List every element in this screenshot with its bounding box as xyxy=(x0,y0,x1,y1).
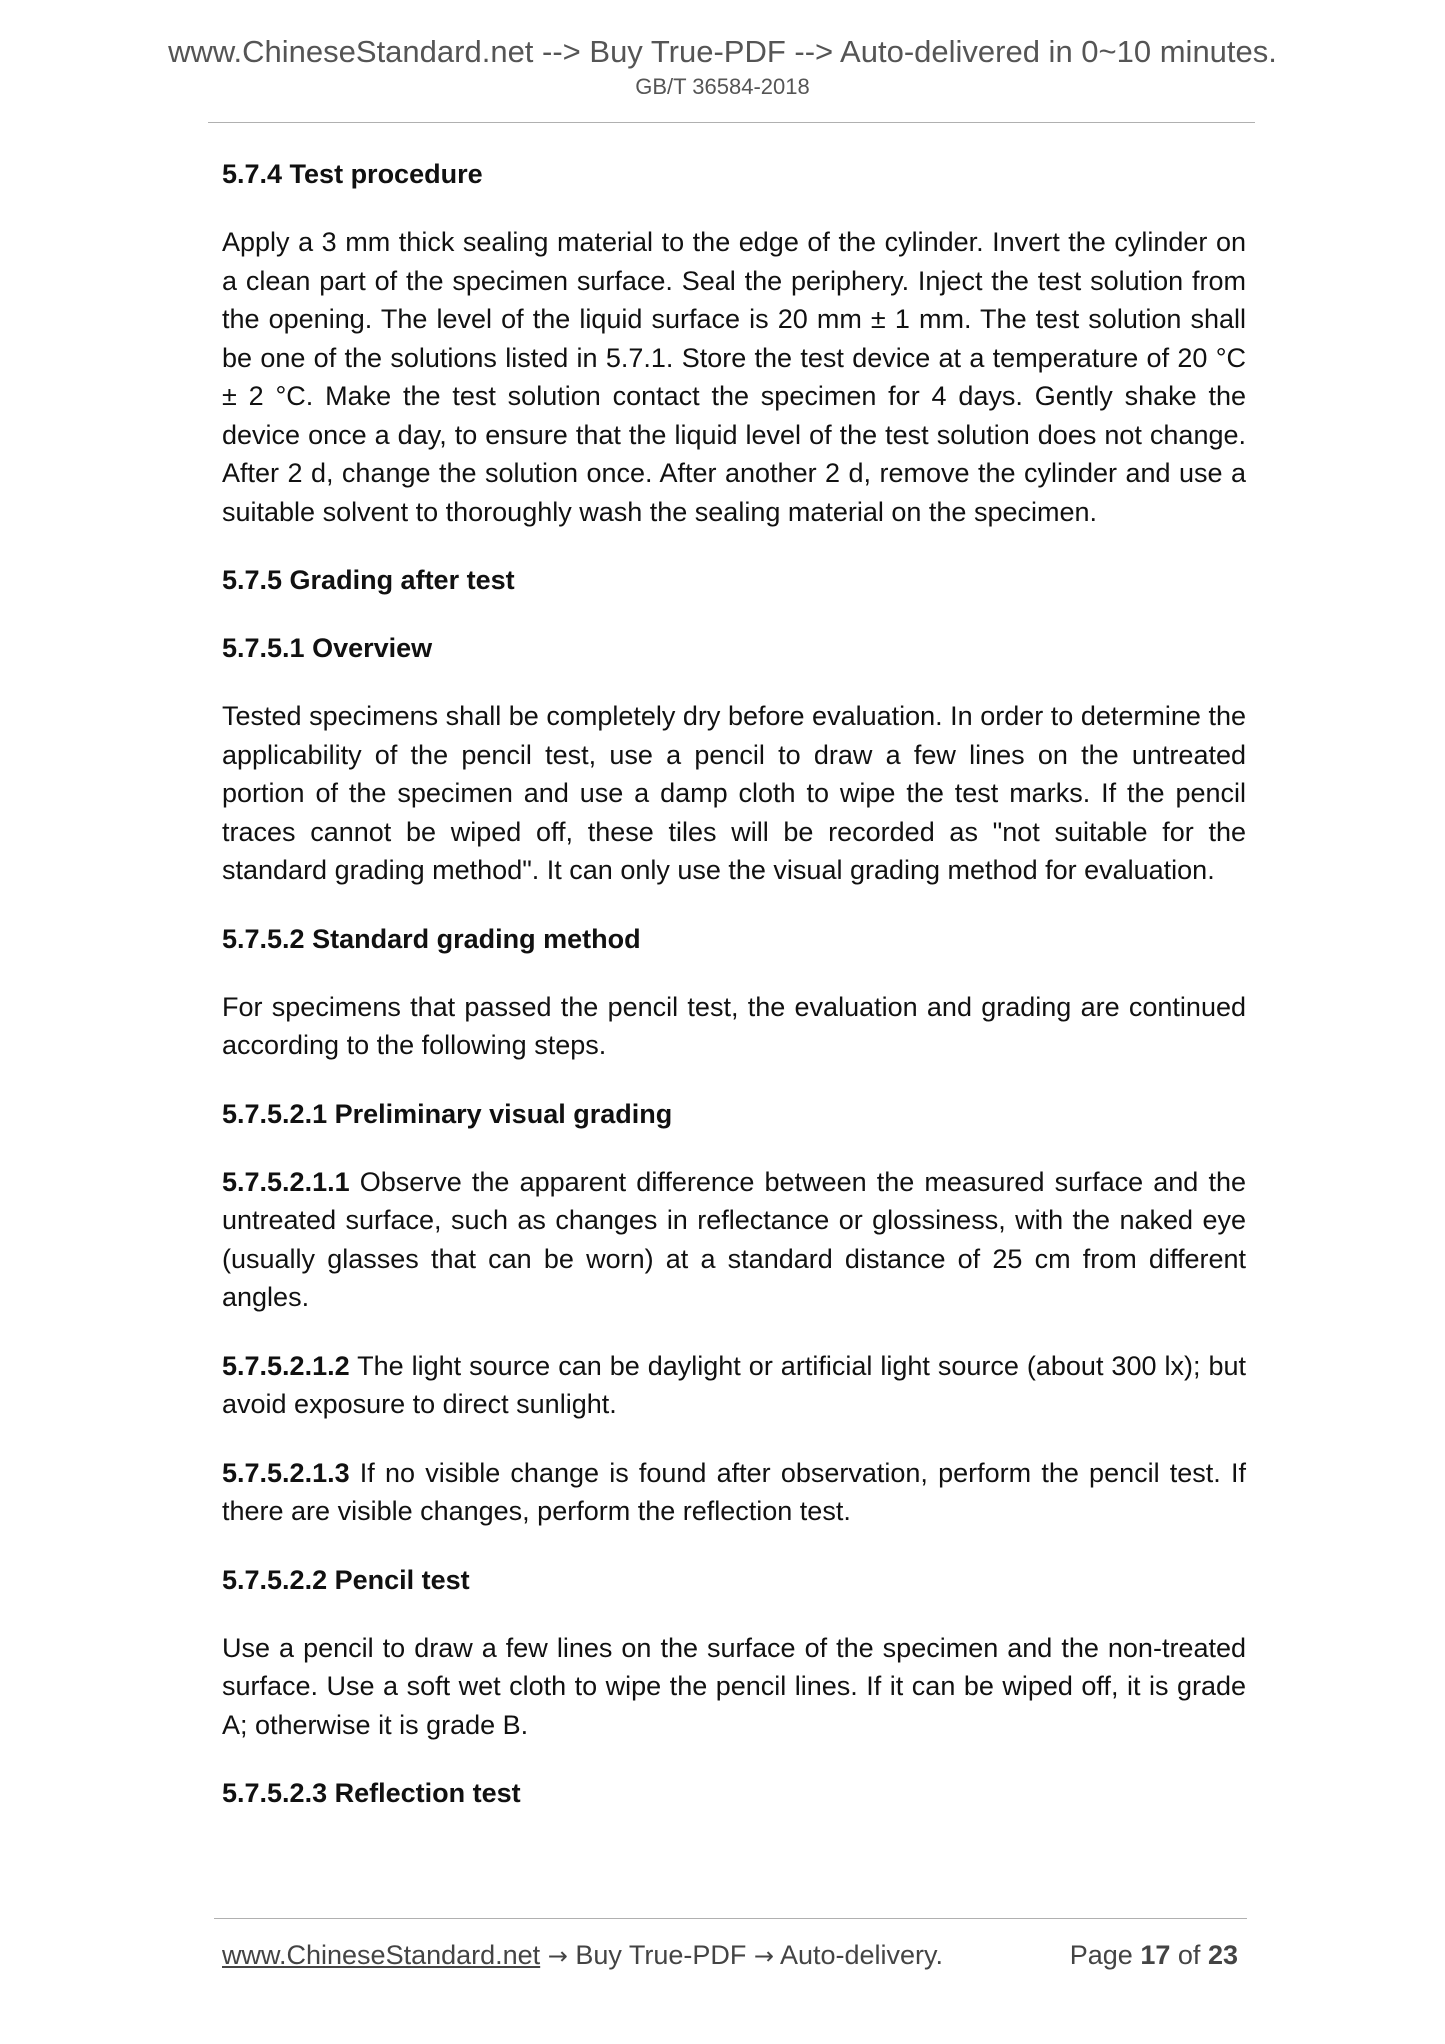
footer-divider xyxy=(214,1918,1247,1919)
page-label: Page xyxy=(1069,1940,1133,1970)
heading-5-7-5-2-1: 5.7.5.2.1 Preliminary visual grading xyxy=(222,1098,673,1129)
arrow-right-icon: → xyxy=(547,1942,568,1970)
clause-number: 5.7.5.2.1.3 xyxy=(222,1457,350,1488)
of-label: of xyxy=(1177,1940,1201,1970)
clause-5-7-5-2-1-1 xyxy=(222,1163,1246,1317)
heading-5-7-5-2: 5.7.5.2 Standard grading method xyxy=(222,923,641,954)
arrow-right-icon: → xyxy=(753,1942,774,1970)
paragraph-standard-grading: For specimens that passed the pencil test, the evaluation and grading are continued according to the following steps. xyxy=(222,991,1246,1060)
footer-buy-text: Buy True-PDF xyxy=(567,1940,754,1970)
clause-5-7-5-2-1-2 xyxy=(222,1347,1246,1424)
document-code: GB/T 36584-2018 xyxy=(635,74,810,99)
current-page: 17 xyxy=(1140,1940,1171,1970)
clause-5-7-5-2-1-3 xyxy=(222,1454,1246,1531)
paragraph-pencil-test: Use a pencil to draw a few lines on the surface of the specimen and the non-treated surface. Use a soft wet cloth to wipe the pencil lines. If it can be wiped off, it is grade A; otherwise it is grade B. xyxy=(222,1632,1246,1740)
heading-5-7-4: 5.7.4 Test procedure xyxy=(222,159,483,189)
clause-text: The light source can be daylight or artificial light source (about 300 lx); but avoid exposure to direct sunlight. xyxy=(222,1350,1246,1419)
header-divider xyxy=(208,122,1255,123)
clause-number: 5.7.5.2.1.2 xyxy=(222,1350,350,1381)
heading-5-7-5-2-3: 5.7.5.2.3 Reflection test xyxy=(222,1778,521,1808)
clause-text: If no visible change is found after observation, perform the pencil test. If there are visible changes, perform the reflection test. xyxy=(222,1457,1246,1526)
source-banner: www.ChineseStandard.net --> Buy True-PDF --> Auto-delivered in 0~10 minutes. xyxy=(168,34,1277,69)
clause-text: Observe the apparent difference between the measured surface and the untreated surface, such as changes in reflectance or glossiness, with the naked eye (usually glasses that can be worn) at a standard distance of 25 cm from different angles. xyxy=(222,1166,1246,1312)
clause-number: 5.7.5.2.1.1 xyxy=(222,1166,350,1197)
footer-delivery-text: Auto-delivery. xyxy=(773,1940,944,1970)
heading-5-7-5-1: 5.7.5.1 Overview xyxy=(222,633,433,663)
total-pages: 23 xyxy=(1207,1940,1238,1970)
page-number xyxy=(1070,1938,1238,1972)
heading-5-7-5: 5.7.5 Grading after test xyxy=(222,565,515,595)
page-content xyxy=(222,155,1246,1842)
footer-promo xyxy=(222,1938,943,1973)
footer-site-link[interactable]: www.ChineseStandard.net xyxy=(222,1940,541,1970)
paragraph-test-procedure: Apply a 3 mm thick sealing material to the edge of the cylinder. Invert the cylinder on a clean part of the specimen surface. Seal the periphery. Inject the test solution from the opening. The level of the liquid surface is 20 mm ± 1 mm. The test solution shall be one of the solutions listed in 5.7.1. Store the test device at a temperature of 20 °C ± 2 °C. Make the test solution contact the specimen for 4 days. Gently shake the device once a day, to ensure that the liquid level of the test solution does not change. After 2 d, change the solution once. After another 2 d, remove the cylinder and use a suitable solvent to thoroughly wash the sealing material on the specimen. xyxy=(222,227,1246,527)
heading-5-7-5-2-2: 5.7.5.2.2 Pencil test xyxy=(222,1564,470,1595)
paragraph-overview: Tested specimens shall be completely dry before evaluation. In order to determine the applicability of the pencil test, use a pencil to draw a few lines on the untreated portion of the specimen and use a damp cloth to wipe the test marks. If the pencil traces cannot be wiped off, these tiles will be recorded as "not suitable for the standard grading method". It can only use the visual grading method for evaluation. xyxy=(222,701,1246,885)
